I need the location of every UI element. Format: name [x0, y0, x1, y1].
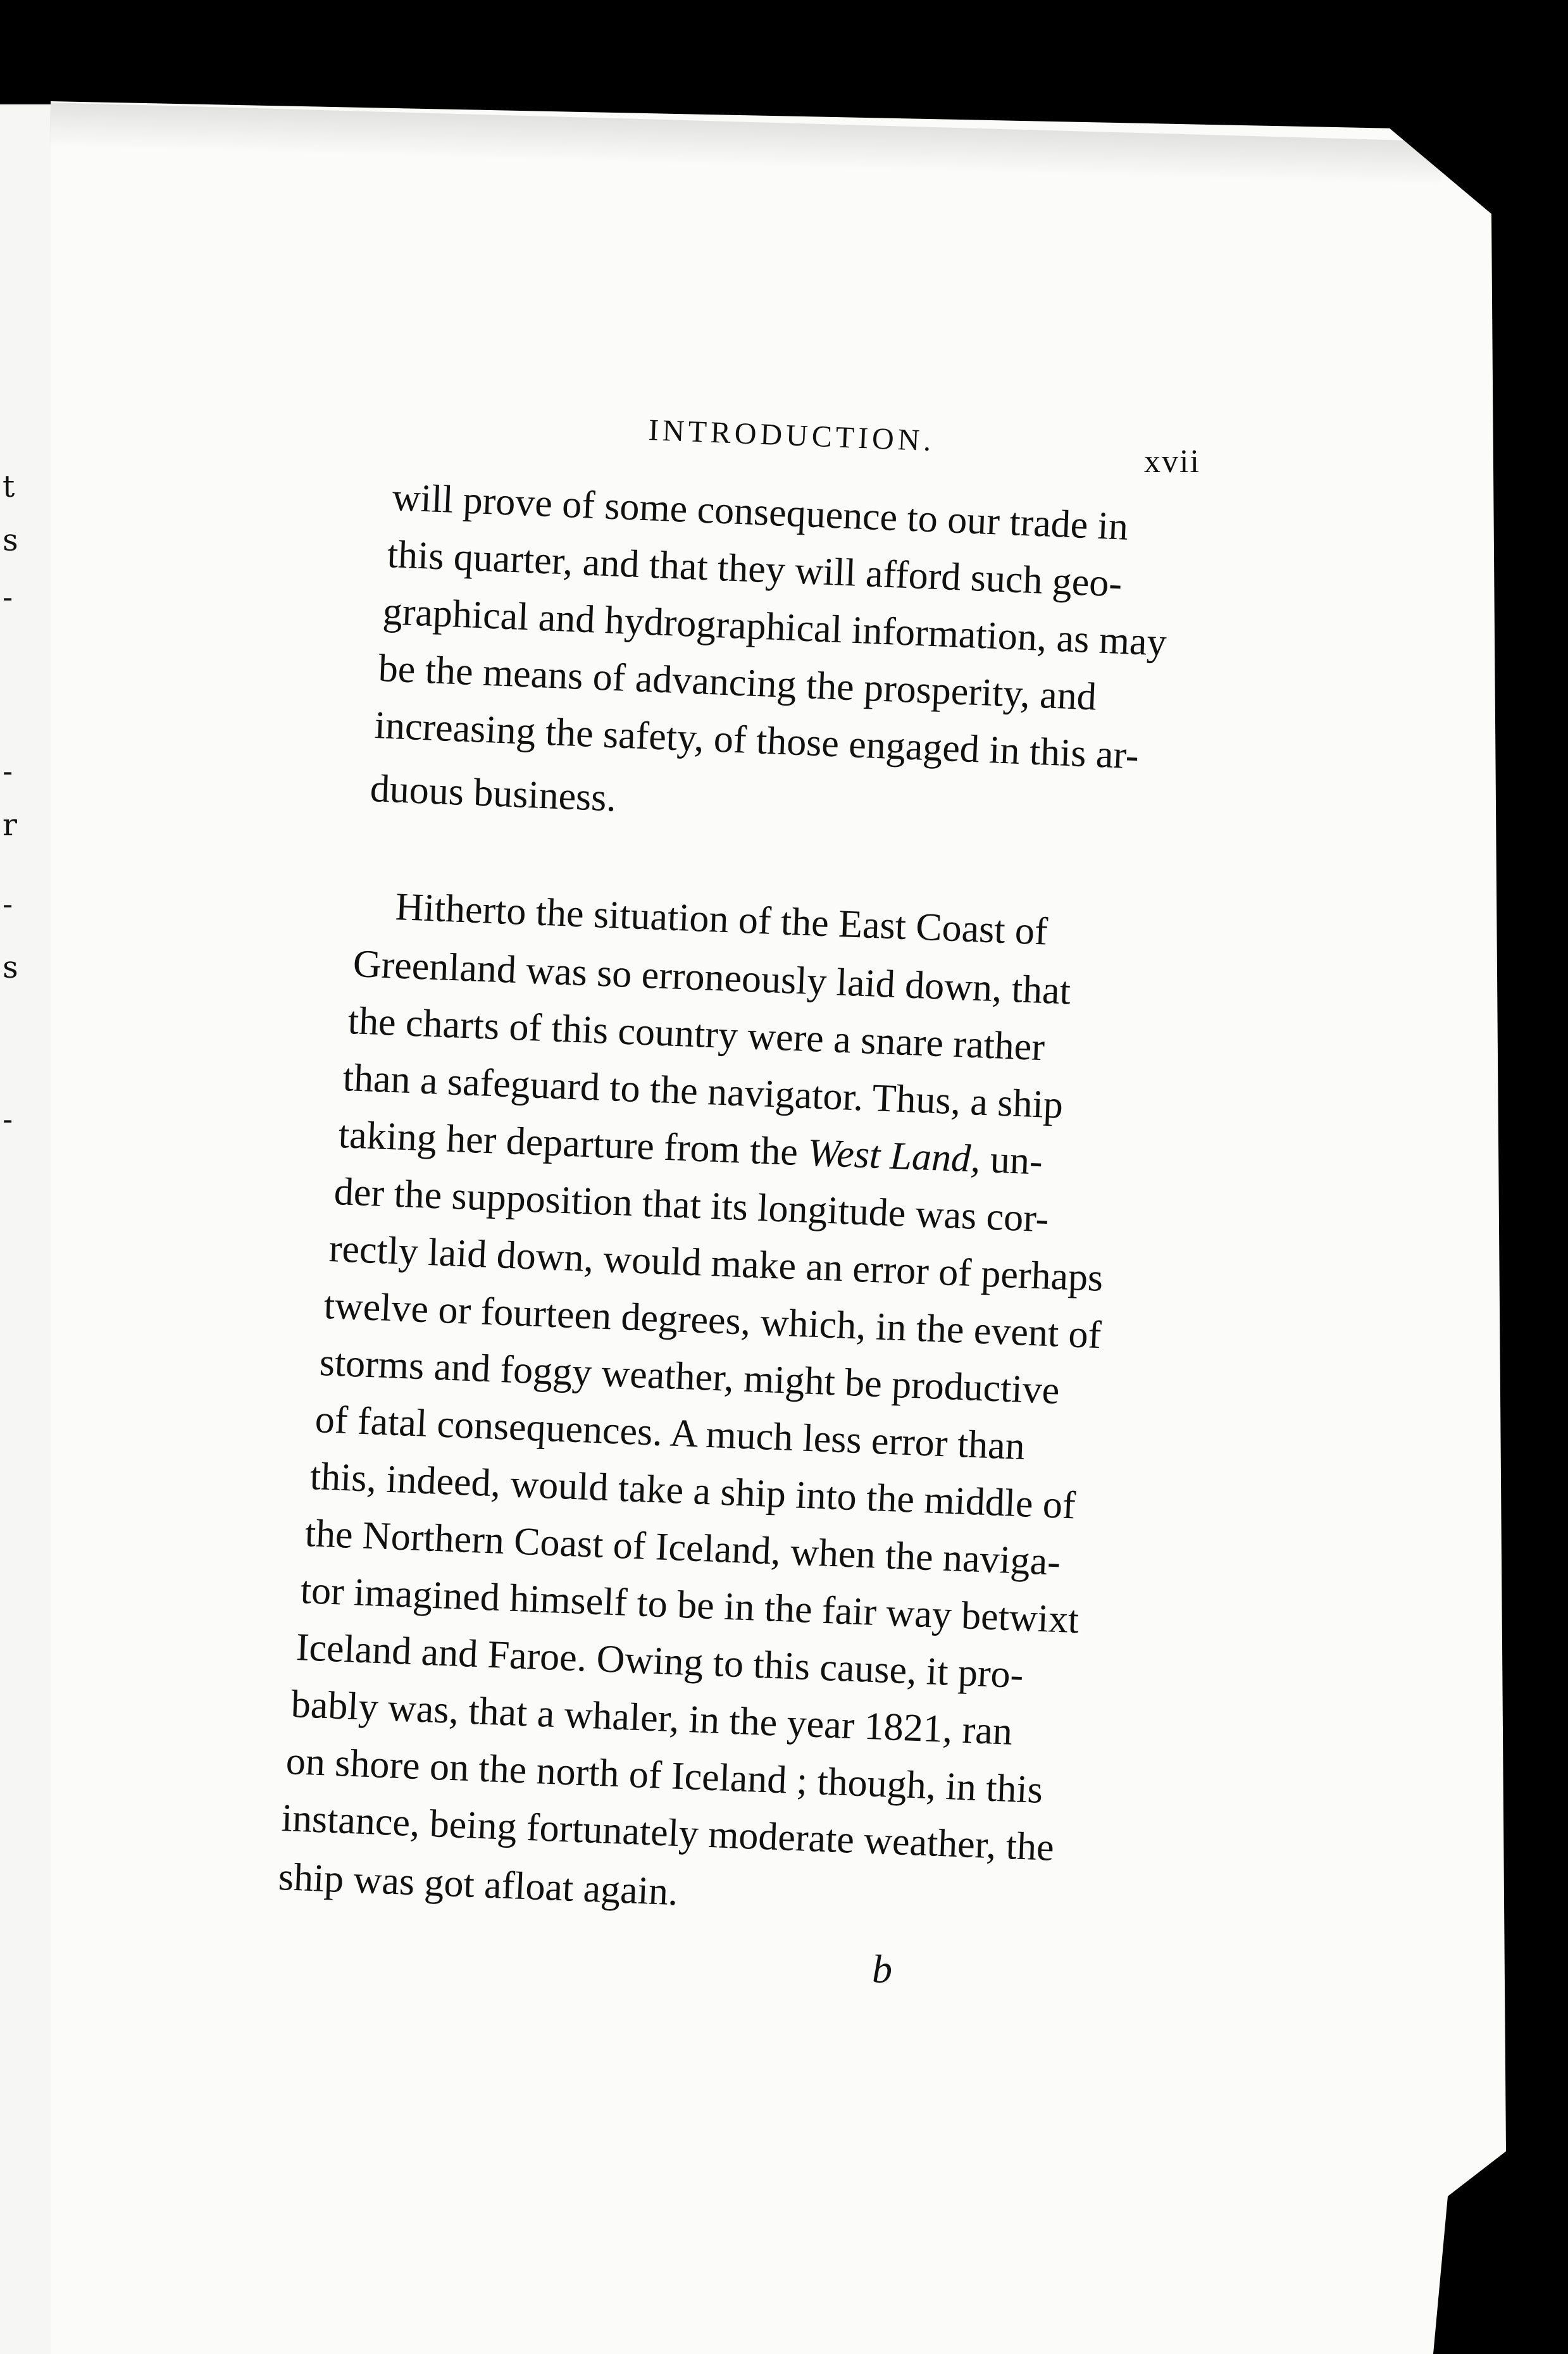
text-line: increasing the safety, of those engaged in this ar-: [373, 704, 1140, 778]
text-line: the charts of this country were a snare rather: [347, 999, 1046, 1069]
text-line: graphical and hydrographical information, as may: [382, 590, 1167, 664]
text-line: this, indeed, would take a ship into the middle of: [309, 1455, 1076, 1528]
facing-page-char: r: [3, 807, 17, 843]
text-line: twelve or fourteen degrees, which, in the event of: [323, 1284, 1102, 1357]
text-line: than a safeguard to the navigator. Thus, a ship: [342, 1056, 1064, 1127]
facing-page-char: s: [3, 523, 18, 558]
text-line: ship was got afloat again.: [277, 1855, 679, 1914]
page-number: xvii: [1144, 444, 1200, 480]
text-line: the Northern Coast of Iceland, when the naviga-: [304, 1512, 1062, 1584]
text-line: be the means of advancing the prosperity, and: [377, 647, 1098, 719]
text-line: tor imagined himself to be in the fair way betwixt: [299, 1569, 1080, 1642]
text-line: bably was, that a whaler, in the year 1821, ran: [290, 1683, 1014, 1753]
text-line: storms and foggy weather, might be productive: [318, 1341, 1061, 1412]
signature-mark: b: [872, 1946, 892, 1991]
running-head: INTRODUCTION.: [647, 413, 936, 458]
text-line: Greenland was so erroneously laid down, that: [352, 942, 1072, 1013]
italic-place-name: West Land,: [807, 1131, 981, 1181]
text-line: this quarter, and that they will afford such geo-: [386, 533, 1123, 606]
text-line: will prove of some consequence to our trade in: [391, 476, 1129, 549]
facing-page-char: -: [3, 580, 13, 615]
facing-page-char: -: [3, 1102, 13, 1137]
text-line: instance, being fortunately moderate weather, the: [280, 1797, 1055, 1869]
text-segment: un-: [980, 1138, 1043, 1183]
text-line: [338, 1115, 1043, 1181]
facing-page-char: t: [3, 469, 15, 504]
text-line: der the supposition that its longitude was cor-: [333, 1170, 1050, 1241]
text-line: of fatal consequences. A much less error than: [314, 1398, 1026, 1469]
text-line: on shore on the north of Iceland ; though, in this: [285, 1740, 1044, 1812]
facing-page-char: -: [3, 754, 13, 789]
text-line: Hitherto the situation of the East Coast of: [394, 885, 1048, 954]
text-segment: taking her departure from the: [337, 1113, 809, 1174]
text-line: rectly laid down, would make an error of perhaps: [328, 1227, 1104, 1300]
facing-page-char: s: [3, 950, 18, 985]
facing-page-char: -: [3, 887, 13, 922]
text-line: duous business.: [369, 767, 618, 820]
text-line: Iceland and Faroe. Owing to this cause, it pro-: [295, 1626, 1024, 1697]
